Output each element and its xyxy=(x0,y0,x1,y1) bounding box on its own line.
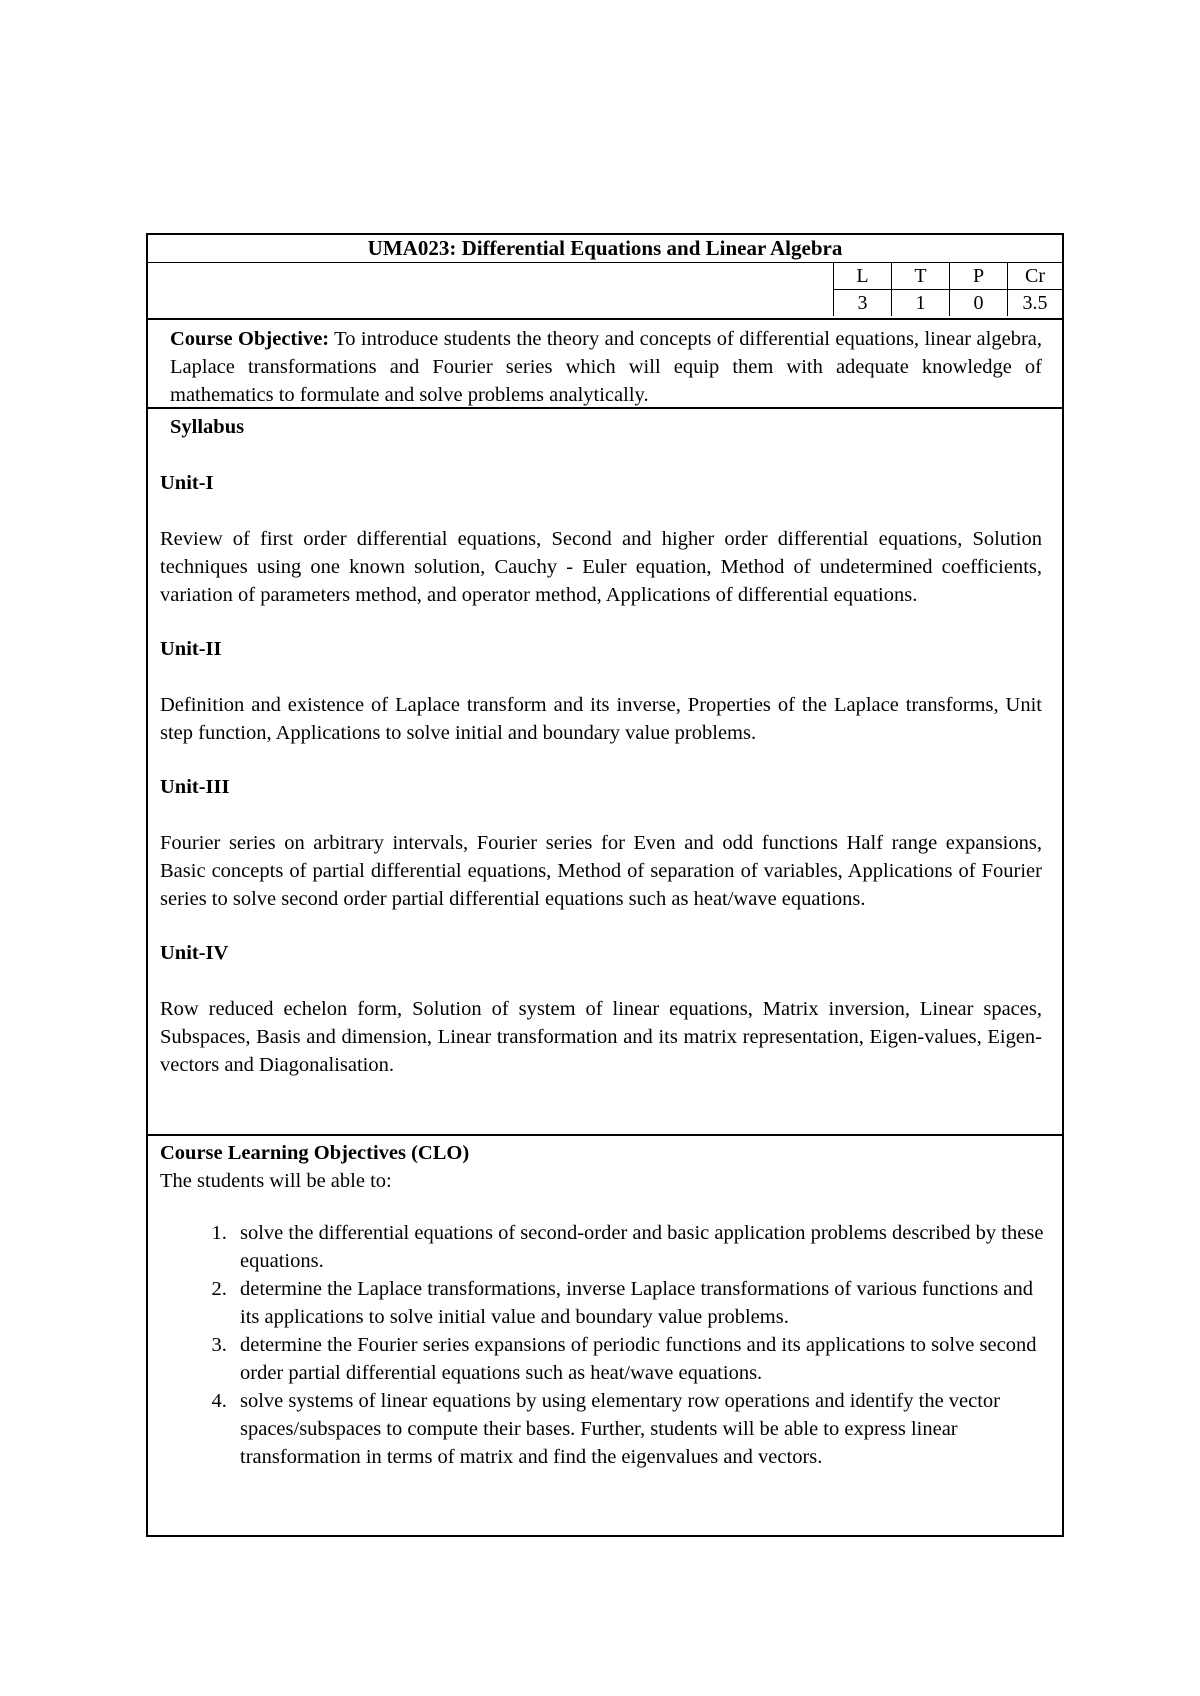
ltp-value-cr: 3.5 xyxy=(1008,290,1063,317)
course-objective-text: To introduce students the theory and concepts of differential equations, linear algebra, Laplace transformations and Fourier series which will equip them with adequate knowledge of mathematics to formulate and solve problems analytically. xyxy=(170,328,1042,406)
ltp-header-t: T xyxy=(892,263,950,290)
ltp-header-row xyxy=(834,263,1063,290)
unit-2-title: Unit-II xyxy=(160,638,222,660)
course-title: UMA023: Differential Equations and Linear Algebra xyxy=(148,235,1062,263)
clo-item: 4. solve systems of linear equations by using elementary row operations and identify the vector spaces/subspaces to compute their bases. Further, students will be able to express linear transformation in terms of matrix and find the eigenvalues and vectors. xyxy=(232,1387,1050,1471)
ltp-value-t: 1 xyxy=(892,290,950,317)
ltp-value-l: 3 xyxy=(834,290,892,317)
ltp-header-l: L xyxy=(834,263,892,290)
unit-3-body: Fourier series on arbitrary intervals, Fourier series for Even and odd functions Half range expansions, Basic concepts of partial differential equations, Method of separation of variables, Applications of Fourier series to solve second order partial differential equations such as heat/wave equations. xyxy=(160,832,1042,910)
clo-item: 3. determine the Fourier series expansions of periodic functions and its applications to solve second order partial differential equations such as heat/wave equations. xyxy=(232,1331,1050,1387)
unit-1-title: Unit-I xyxy=(160,472,214,494)
syllabus-heading: Syllabus xyxy=(170,416,245,438)
clo-item: 2. determine the Laplace transformations, inverse Laplace transformations of various functions and its applications to solve initial value and boundary value problems. xyxy=(232,1275,1050,1331)
ltp-value-row xyxy=(834,290,1063,317)
clo-section xyxy=(148,1136,1062,1471)
syllabus-section xyxy=(148,409,1062,1136)
ltp-header-cr: Cr xyxy=(1008,263,1063,290)
course-objective xyxy=(148,320,1062,409)
unit-2-body: Definition and existence of Laplace transform and its inverse, Properties of the Laplace transforms, Unit step function, Applications to solve initial and boundary value problems. xyxy=(160,694,1042,744)
ltp-header-p: P xyxy=(950,263,1008,290)
unit-4-title: Unit-IV xyxy=(160,942,229,964)
clo-intro: The students will be able to: xyxy=(160,1170,392,1192)
unit-4-body: Row reduced echelon form, Solution of system of linear equations, Matrix inversion, Linear spaces, Subspaces, Basis and dimension, Linear transformation and its matrix representation, Eigen-values, Eigen-vectors and Diagonalisation. xyxy=(160,998,1042,1076)
clo-item: 1. solve the differential equations of second-order and basic application problems described by these equations. xyxy=(232,1219,1050,1275)
clo-heading: Course Learning Objectives (CLO) xyxy=(160,1142,470,1164)
unit-1-body: Review of first order differential equations, Second and higher order differential equations, Solution techniques using one known solution, Cauchy - Euler equation, Method of undetermined coefficients, variation of parameters method, and operator method, Applications of differential equations. xyxy=(160,528,1042,606)
clo-list xyxy=(160,1219,1050,1471)
unit-3-title: Unit-III xyxy=(160,776,230,798)
ltp-table xyxy=(833,263,1062,316)
ltp-value-p: 0 xyxy=(950,290,1008,317)
course-objective-label: Course Objective: xyxy=(170,328,330,350)
credit-structure xyxy=(148,263,1062,320)
course-document xyxy=(146,233,1064,1537)
